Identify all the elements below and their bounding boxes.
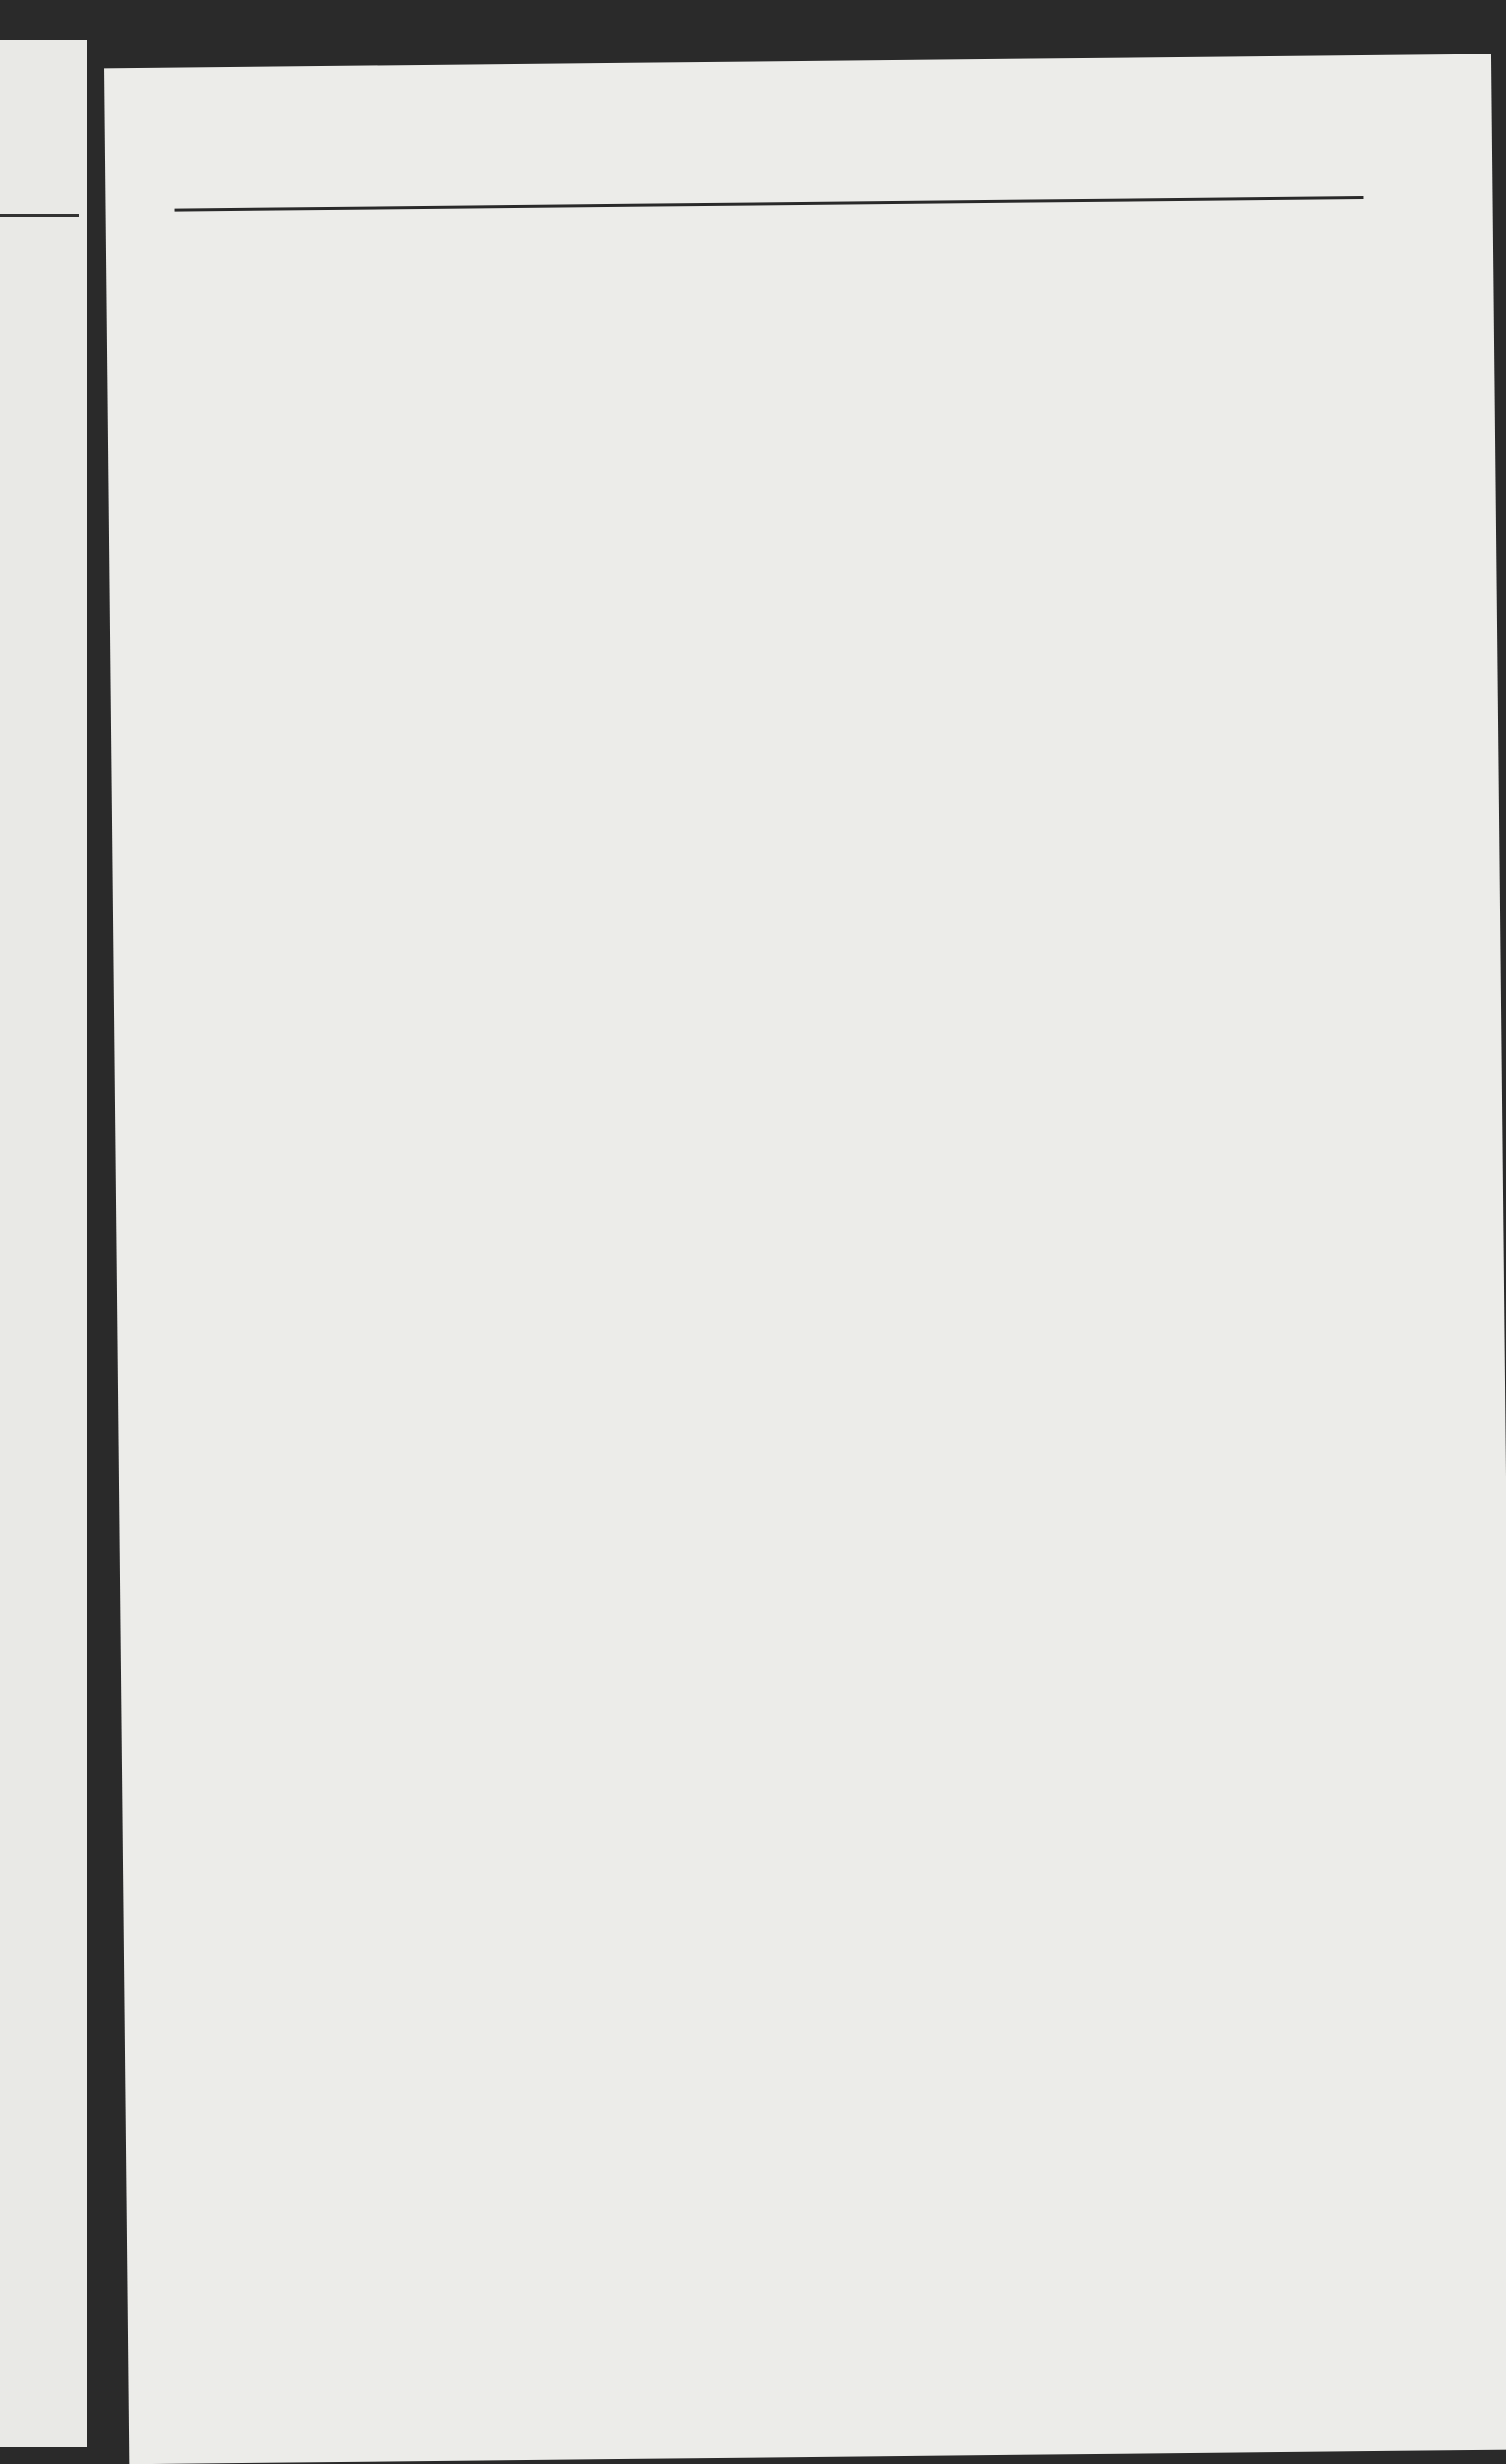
left-page-rule [0, 214, 79, 217]
header-rule [175, 196, 1364, 212]
page-header [174, 143, 1364, 215]
left-page-fragment [0, 40, 87, 2447]
index-page [104, 54, 1506, 2464]
